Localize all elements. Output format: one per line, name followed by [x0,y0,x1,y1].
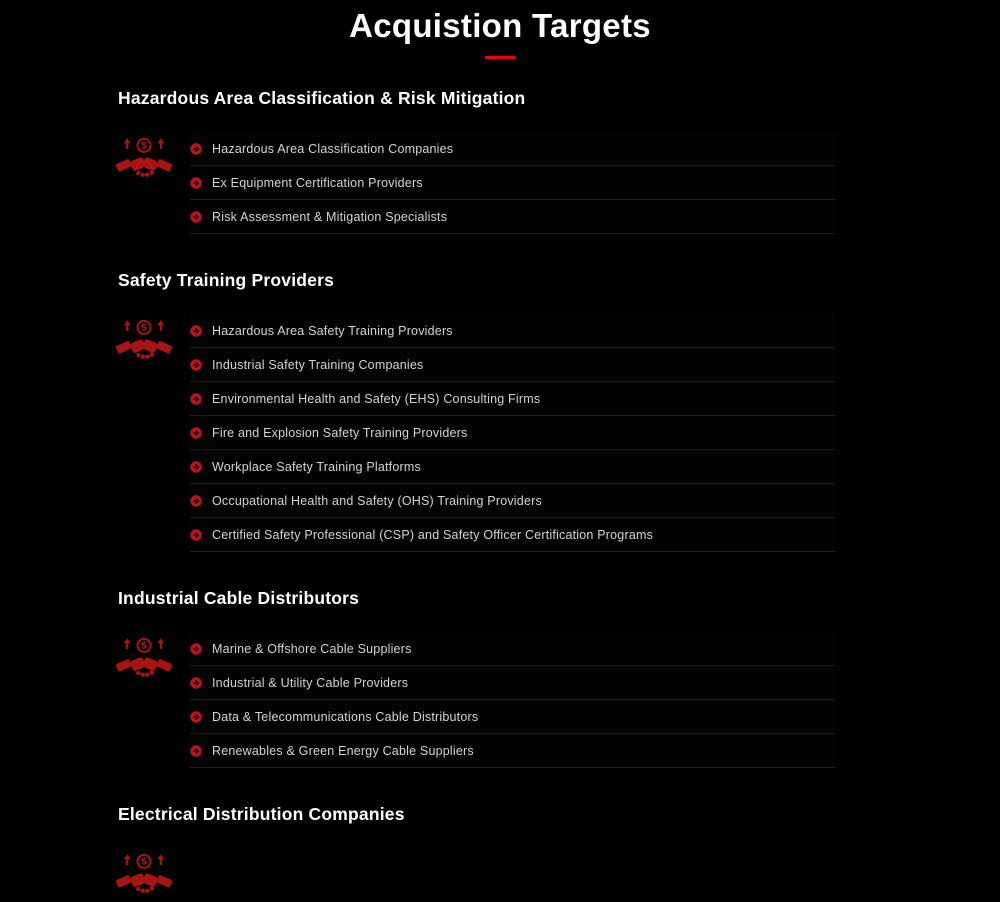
list-item-label: Occupational Health and Safety (OHS) Training Providers [212,493,542,508]
svg-text:$: $ [140,640,148,652]
list-item-label: Marine & Offshore Cable Suppliers [212,641,412,656]
section-item-list [190,314,835,552]
section [118,804,835,902]
handshake-money-growth-icon [118,314,190,368]
list-item-label: Risk Assessment & Mitigation Specialists [212,209,448,224]
list-item [190,518,835,552]
list-item [190,632,835,666]
list-item-label: Hazardous Area Classification Companies [212,141,454,156]
arrow-right-circle-icon [190,325,202,337]
section-heading: Electrical Distribution Companies [118,804,405,824]
section-body [118,848,835,902]
page-title: Acquistion Targets [349,7,651,44]
list-item [190,314,835,348]
arrow-right-circle-icon [190,177,202,189]
list-item-label: Industrial Safety Training Companies [212,357,424,372]
list-item-label: Data & Telecommunications Cable Distributors [212,709,479,724]
list-item-label: Ex Equipment Certification Providers [212,175,423,190]
list-item [190,382,835,416]
list-item [190,166,835,200]
section-item-list [190,132,835,234]
section [118,588,835,768]
handshake-money-growth-icon [118,132,190,186]
list-item [190,200,835,234]
arrow-right-circle-icon [190,427,202,439]
list-item-label: Workplace Safety Training Platforms [212,459,421,474]
list-item-label: Hazardous Area Safety Training Providers [212,323,453,338]
section-body [118,314,835,552]
section-heading: Industrial Cable Distributors [118,588,360,608]
svg-text:$: $ [140,856,148,868]
list-item [190,348,835,382]
list-item-label: Fire and Explosion Safety Training Providers [212,425,468,440]
list-item-label: Certified Safety Professional (CSP) and Safety Officer Certification Programs [212,527,654,542]
section-body [118,132,835,234]
list-item [190,484,835,518]
list-item-label: Environmental Health and Safety (EHS) Consulting Firms [212,391,541,406]
section-heading: Hazardous Area Classification & Risk Mitigation [118,88,526,108]
list-item [190,450,835,484]
arrow-right-circle-icon [190,359,202,371]
arrow-right-circle-icon [190,677,202,689]
svg-text:$: $ [140,322,148,334]
svg-text:$: $ [140,140,148,152]
section [118,88,835,234]
arrow-right-circle-icon [190,495,202,507]
section [118,270,835,552]
list-item [190,416,835,450]
arrow-right-circle-icon [190,461,202,473]
arrow-right-circle-icon [190,211,202,223]
list-item [190,700,835,734]
handshake-money-growth-icon [118,848,190,902]
section-heading: Safety Training Providers [118,270,335,290]
sections-container [118,59,835,902]
section-item-list [190,632,835,768]
section-body [118,632,835,768]
arrow-right-circle-icon [190,393,202,405]
arrow-right-circle-icon [190,711,202,723]
arrow-right-circle-icon [190,643,202,655]
list-item [190,734,835,768]
list-item-label: Industrial & Utility Cable Providers [212,675,409,690]
handshake-money-growth-icon [118,632,190,686]
arrow-right-circle-icon [190,529,202,541]
arrow-right-circle-icon [190,745,202,757]
list-item [190,132,835,166]
list-item [190,666,835,700]
arrow-right-circle-icon [190,143,202,155]
list-item-label: Renewables & Green Energy Cable Suppliers [212,743,474,758]
